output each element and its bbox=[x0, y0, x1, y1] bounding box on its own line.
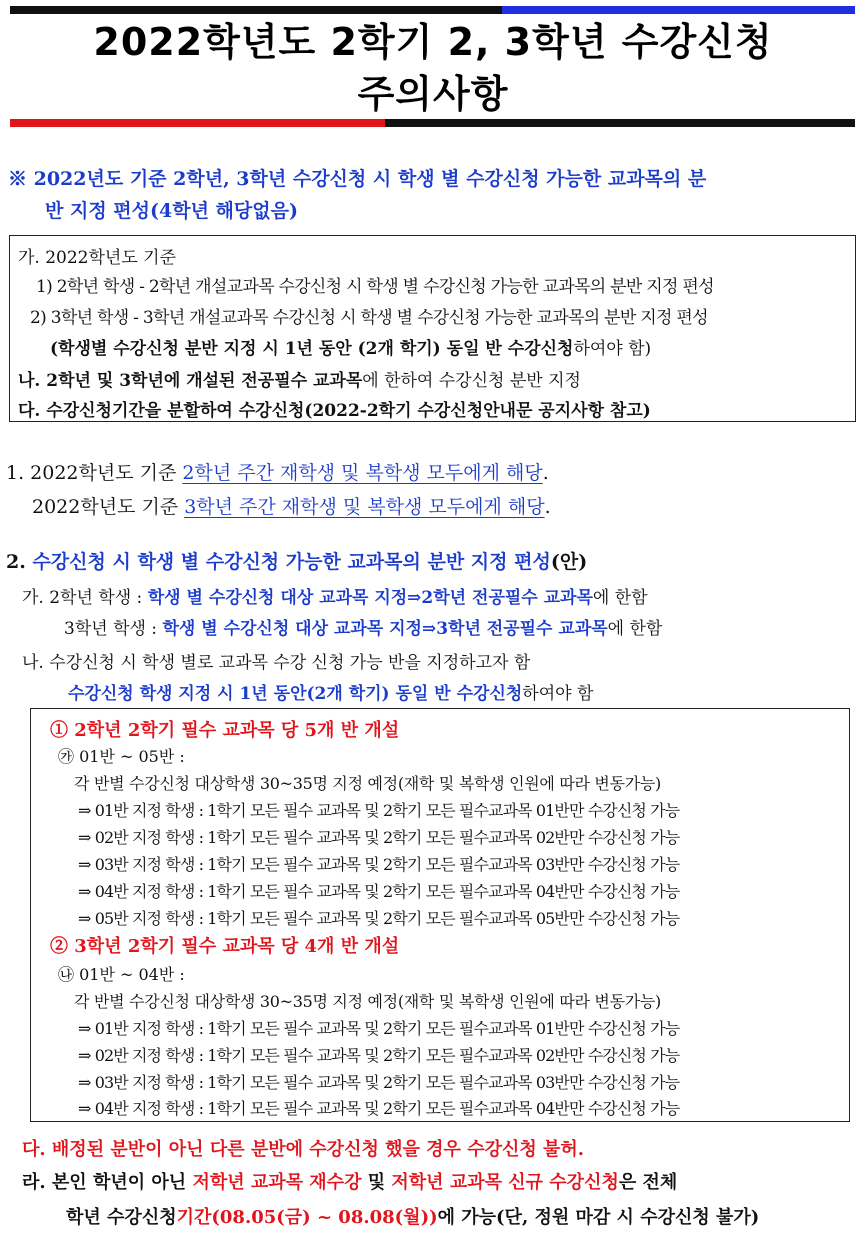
summary-ga: 가. 2022학년도 기준 bbox=[18, 248, 177, 268]
section2-ga-line1 bbox=[22, 583, 648, 608]
section2-heading-blue: 수강신청 시 학생 별 수강신청 가능한 교과목의 분반 지정 편성 bbox=[32, 551, 551, 573]
notice-line-2: 반 지정 편성(4학년 해당없음) bbox=[45, 200, 298, 222]
footer-ra-l2-b: 에 가능(단, 정원 마감 시 수강신청 불가) bbox=[437, 1207, 760, 1228]
top-bar-blue bbox=[502, 6, 855, 14]
section1-l1-highlight: 2학년 주간 재학생 및 복학생 모두에게 해당 bbox=[182, 462, 543, 484]
section2-ga-l2-end: 에 한함 bbox=[607, 619, 663, 639]
summary-na bbox=[18, 366, 581, 391]
summary-na-rest: 에 한하여 수강신청 분반 지정 bbox=[362, 371, 581, 391]
top-bar-black bbox=[10, 6, 502, 14]
grade3-row: ⇒ 04반 지정 학생 : 1학기 모든 필수 교과목 및 2학기 모든 필수교과목 04반만 수강신청 가능 bbox=[78, 1099, 680, 1118]
section2-na-l2-end: 하여야 함 bbox=[522, 684, 594, 704]
summary-ga-3-bold: (학생별 수강신청 분반 지정 시 1년 동안 (2개 학기) 동일 반 수강신청 bbox=[50, 339, 574, 359]
notice-line-1: ※ 2022년도 기준 2학년, 3학년 수강신청 시 학생 별 수강신청 가능한 교과목의 분 bbox=[8, 168, 707, 190]
grade3-row: ⇒ 02반 지정 학생 : 1학기 모든 필수 교과목 및 2학기 모든 필수교과목 02반만 수강신청 가능 bbox=[78, 1046, 680, 1065]
page-title-line1: 2022학년도 2학기 2, 3학년 수강신청 bbox=[93, 20, 773, 64]
grade3-row: ⇒ 01반 지정 학생 : 1학기 모든 필수 교과목 및 2학기 모든 필수교과목 01반만 수강신청 가능 bbox=[78, 1019, 680, 1038]
footer-ra-l1-red2: 저학년 교과목 신규 수강신청 bbox=[391, 1172, 619, 1193]
summary-na-bold: 나. 2학년 및 3학년에 개설된 전공필수 교과목 bbox=[18, 371, 363, 391]
footer-ra-line1 bbox=[22, 1168, 677, 1194]
grade2-row: ⇒ 05반 지정 학생 : 1학기 모든 필수 교과목 및 2학기 모든 필수교과목 05반만 수강신청 가능 bbox=[78, 909, 680, 928]
section2-na-line1: 나. 수강신청 시 학생 별로 교과목 수강 신청 가능 반을 지정하고자 함 bbox=[22, 653, 531, 673]
summary-ga-3 bbox=[50, 334, 651, 359]
section2-ga-l2-blue: 학생 별 수강신청 대상 교과목 지정⇒3학년 전공필수 교과목 bbox=[162, 619, 608, 639]
section1-l1-end: . bbox=[542, 462, 549, 484]
page-title-line2: 주의사항 bbox=[357, 72, 509, 116]
section2-ga-l1-blue: 학생 별 수강신청 대상 교과목 지정⇒2학년 전공필수 교과목 bbox=[147, 588, 593, 608]
title-bar-black bbox=[385, 119, 855, 127]
grade3-row: ⇒ 03반 지정 학생 : 1학기 모든 필수 교과목 및 2학기 모든 필수교과목 03반만 수강신청 가능 bbox=[78, 1073, 680, 1092]
footer-da: 다. 배정된 분반이 아닌 다른 분반에 수강신청 했을 경우 수강신청 불허. bbox=[22, 1139, 585, 1160]
section2-ga-l1-prefix: 가. 2학년 학생 : bbox=[22, 588, 148, 608]
summary-ga-3-rest: 하여야 함) bbox=[573, 339, 652, 359]
section2-num: 2. bbox=[6, 551, 33, 573]
section1-line1 bbox=[6, 458, 549, 485]
section1-l1-prefix: 1. 2022학년도 기준 bbox=[6, 462, 183, 484]
grade2-range: ㉮ 01반 ~ 05반 : bbox=[58, 747, 185, 766]
section1-l2-end: . bbox=[544, 496, 551, 518]
title-bar-red bbox=[10, 119, 385, 127]
section1-l2-prefix: 2022학년도 기준 bbox=[32, 496, 185, 518]
summary-ga-1: 1) 2학년 학생 - 2학년 개설교과목 수강신청 시 학생 별 수강신청 가능한 교과목의 분반 지정 편성 bbox=[36, 277, 714, 297]
grade3-title: ② 3학년 2학기 필수 교과목 당 4개 반 개설 bbox=[50, 936, 400, 957]
footer-ra-l2-a: 학년 수강신청 bbox=[66, 1207, 177, 1228]
grade2-note: 각 반별 수강신청 대상학생 30~35명 지정 예정(재학 및 복학생 인원에 따라 변동가능) bbox=[74, 774, 661, 793]
section2-heading bbox=[6, 547, 587, 574]
grade3-note: 각 반별 수강신청 대상학생 30~35명 지정 예정(재학 및 복학생 인원에 따라 변동가능) bbox=[74, 992, 661, 1011]
summary-ga-2: 2) 3학년 학생 - 3학년 개설교과목 수강신청 시 학생 별 수강신청 가능한 교과목의 분반 지정 편성 bbox=[30, 308, 708, 328]
footer-ra-l1-a: 라. 본인 학년이 아닌 bbox=[22, 1172, 193, 1193]
grade2-row: ⇒ 01반 지정 학생 : 1학기 모든 필수 교과목 및 2학기 모든 필수교과목 01반만 수강신청 가능 bbox=[78, 801, 680, 820]
footer-ra-l2-red: 기간(08.05(금) ~ 08.08(월)) bbox=[176, 1207, 438, 1228]
footer-ra-line2 bbox=[66, 1203, 759, 1229]
grade2-row: ⇒ 03반 지정 학생 : 1학기 모든 필수 교과목 및 2학기 모든 필수교과목 03반만 수강신청 가능 bbox=[78, 855, 680, 874]
grade2-row: ⇒ 02반 지정 학생 : 1학기 모든 필수 교과목 및 2학기 모든 필수교과목 02반만 수강신청 가능 bbox=[78, 828, 680, 847]
section2-ga-line2 bbox=[64, 614, 662, 639]
grade2-title: ① 2학년 2학기 필수 교과목 당 5개 반 개설 bbox=[50, 720, 400, 741]
section2-ga-l1-end: 에 한함 bbox=[592, 588, 648, 608]
footer-ra-l1-red1: 저학년 교과목 재수강 bbox=[192, 1172, 362, 1193]
section2-na-l2-blue: 수강신청 학생 지정 시 1년 동안(2개 학기) 동일 반 수강신청 bbox=[68, 684, 523, 704]
section2-na-line2 bbox=[68, 679, 593, 704]
grade2-row: ⇒ 04반 지정 학생 : 1학기 모든 필수 교과목 및 2학기 모든 필수교과목 04반만 수강신청 가능 bbox=[78, 882, 680, 901]
section1-line2 bbox=[32, 492, 551, 519]
footer-ra-l1-c: 은 전체 bbox=[618, 1172, 678, 1193]
section1-l2-highlight: 3학년 주간 재학생 및 복학생 모두에게 해당 bbox=[184, 496, 545, 518]
summary-da: 다. 수강신청기간을 분할하여 수강신청(2022-2학기 수강신청안내문 공지사항 참고) bbox=[18, 401, 651, 421]
grade3-range: ㉯ 01반 ~ 04반 : bbox=[58, 965, 185, 984]
section2-heading-end: (안) bbox=[550, 551, 588, 573]
section2-ga-l2-prefix: 3학년 학생 : bbox=[64, 619, 163, 639]
footer-ra-l1-b: 및 bbox=[361, 1172, 392, 1193]
